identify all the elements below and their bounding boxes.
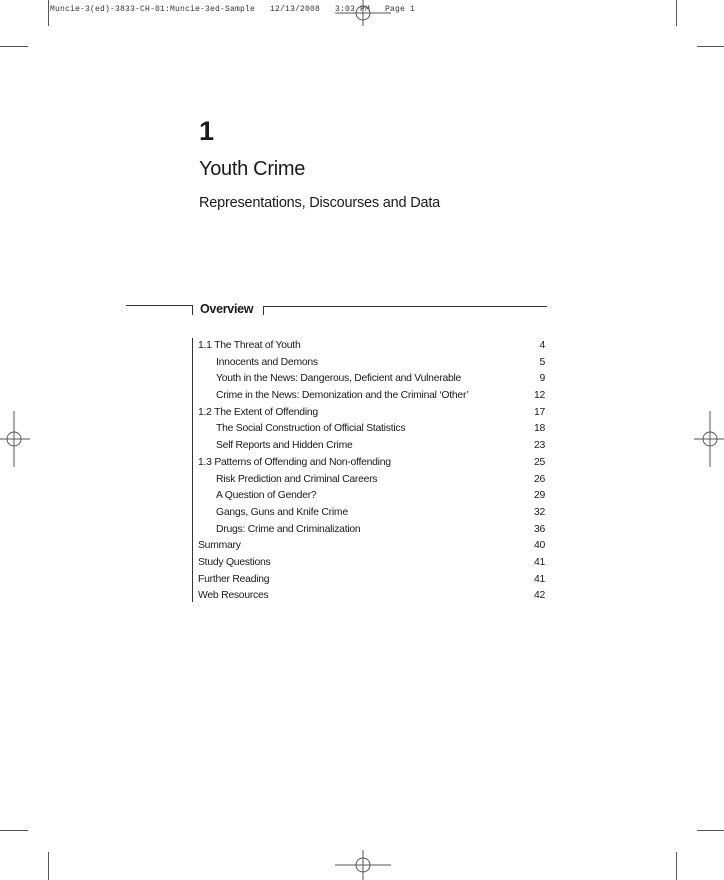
toc-entry-page: 4: [539, 340, 545, 351]
toc-entry: [198, 505, 545, 522]
crop-mark-bottom-right-horizontal: [697, 830, 724, 831]
toc-entry-label: Further Reading: [198, 573, 270, 585]
toc-entry-page: 29: [533, 490, 545, 502]
toc-entry-page: 41: [533, 573, 545, 585]
crop-mark-top-right-horizontal: [697, 46, 724, 47]
overview-heading: Overview: [200, 302, 254, 316]
registration-mark-left-icon: [0, 409, 30, 469]
toc-entry-label: Youth in the News: Dangerous, Deficient and Vulnerable: [216, 373, 462, 385]
crop-mark-top-left-vertical: [48, 0, 49, 26]
toc-entry-page: 18: [533, 423, 545, 435]
crop-mark-bottom-right-vertical: [676, 852, 677, 880]
toc-entry-label: Self Reports and Hidden Crime: [216, 440, 353, 452]
toc-entry-label: Gangs, Guns and Knife Crime: [216, 506, 348, 518]
crop-mark-top-right-vertical: [676, 0, 677, 26]
toc-entry-page: 23: [533, 440, 545, 452]
toc-entry: [198, 555, 545, 572]
print-slug-line: Muncie-3(ed)-3833-CH-01:Muncie-3ed-Sample 12/13/2008 3:03 PM Page 1: [50, 5, 416, 14]
toc-entry-page: 36: [533, 523, 545, 535]
toc-entry: [198, 488, 545, 505]
chapter-number: 1: [199, 116, 215, 146]
toc-entry: [198, 388, 545, 405]
toc-entry-label: Summary: [198, 540, 241, 552]
crop-mark-top-left-horizontal: [0, 46, 28, 47]
toc-entry: [198, 572, 545, 589]
toc-entry-page: 17: [533, 406, 545, 418]
toc-entry-label: 1.3 Patterns of Offending and Non-offending: [198, 456, 391, 468]
toc-entry-label: Web Resources: [198, 590, 269, 602]
chapter-title: Youth Crime: [199, 158, 306, 180]
toc-entry-page: 12: [533, 390, 545, 402]
toc-entry-label: 1.1 The Threat of Youth: [198, 340, 301, 351]
overview-rule-right: [263, 306, 547, 307]
registration-mark-bottom-icon: [331, 850, 395, 880]
overview-rule-left-tick: [192, 305, 193, 315]
toc-entry: [198, 472, 545, 489]
crop-mark-bottom-left-vertical: [48, 852, 49, 880]
toc-entry-label: The Social Construction of Official Statistics: [216, 423, 406, 435]
toc-entry-page: 26: [533, 473, 545, 485]
toc-left-rule: [192, 338, 193, 602]
toc-entry-page: 32: [533, 506, 545, 518]
toc-entry: [198, 371, 545, 388]
toc-entry: [198, 405, 545, 422]
overview-rule-left: [126, 305, 193, 306]
toc-entry: [198, 522, 545, 539]
overview-rule-right-tick: [263, 306, 264, 315]
toc-entry-page: 42: [533, 590, 545, 602]
toc-entry-label: Study Questions: [198, 556, 271, 568]
toc-entry-page: 41: [533, 556, 545, 568]
toc-entry-label: Drugs: Crime and Criminalization: [216, 523, 361, 535]
toc-entry: [198, 355, 545, 372]
toc-entry: [198, 538, 545, 555]
registration-mark-right-icon: [694, 409, 724, 469]
toc-entry-label: Innocents and Demons: [216, 356, 318, 368]
registration-mark-top-icon: [331, 0, 395, 26]
toc-entry: [198, 421, 545, 438]
toc-entry-label: 1.2 The Extent of Offending: [198, 406, 318, 418]
toc-entry: [198, 588, 545, 605]
chapter-subtitle: Representations, Discourses and Data: [199, 195, 441, 211]
toc-entry: [198, 455, 545, 472]
toc-entry-label: Crime in the News: Demonization and the Criminal ‘Other’: [216, 390, 469, 402]
crop-mark-bottom-left-horizontal: [0, 830, 28, 831]
overview-contents-list: [198, 338, 545, 605]
toc-entry: [198, 438, 545, 455]
toc-entry: [198, 338, 545, 355]
toc-entry-page: 25: [533, 456, 545, 468]
toc-entry-label: Risk Prediction and Criminal Careers: [216, 473, 378, 485]
toc-entry-page: 40: [533, 540, 545, 552]
toc-entry-label: A Question of Gender?: [216, 490, 317, 502]
toc-entry-page: 5: [539, 356, 545, 368]
toc-entry-page: 9: [539, 373, 545, 385]
